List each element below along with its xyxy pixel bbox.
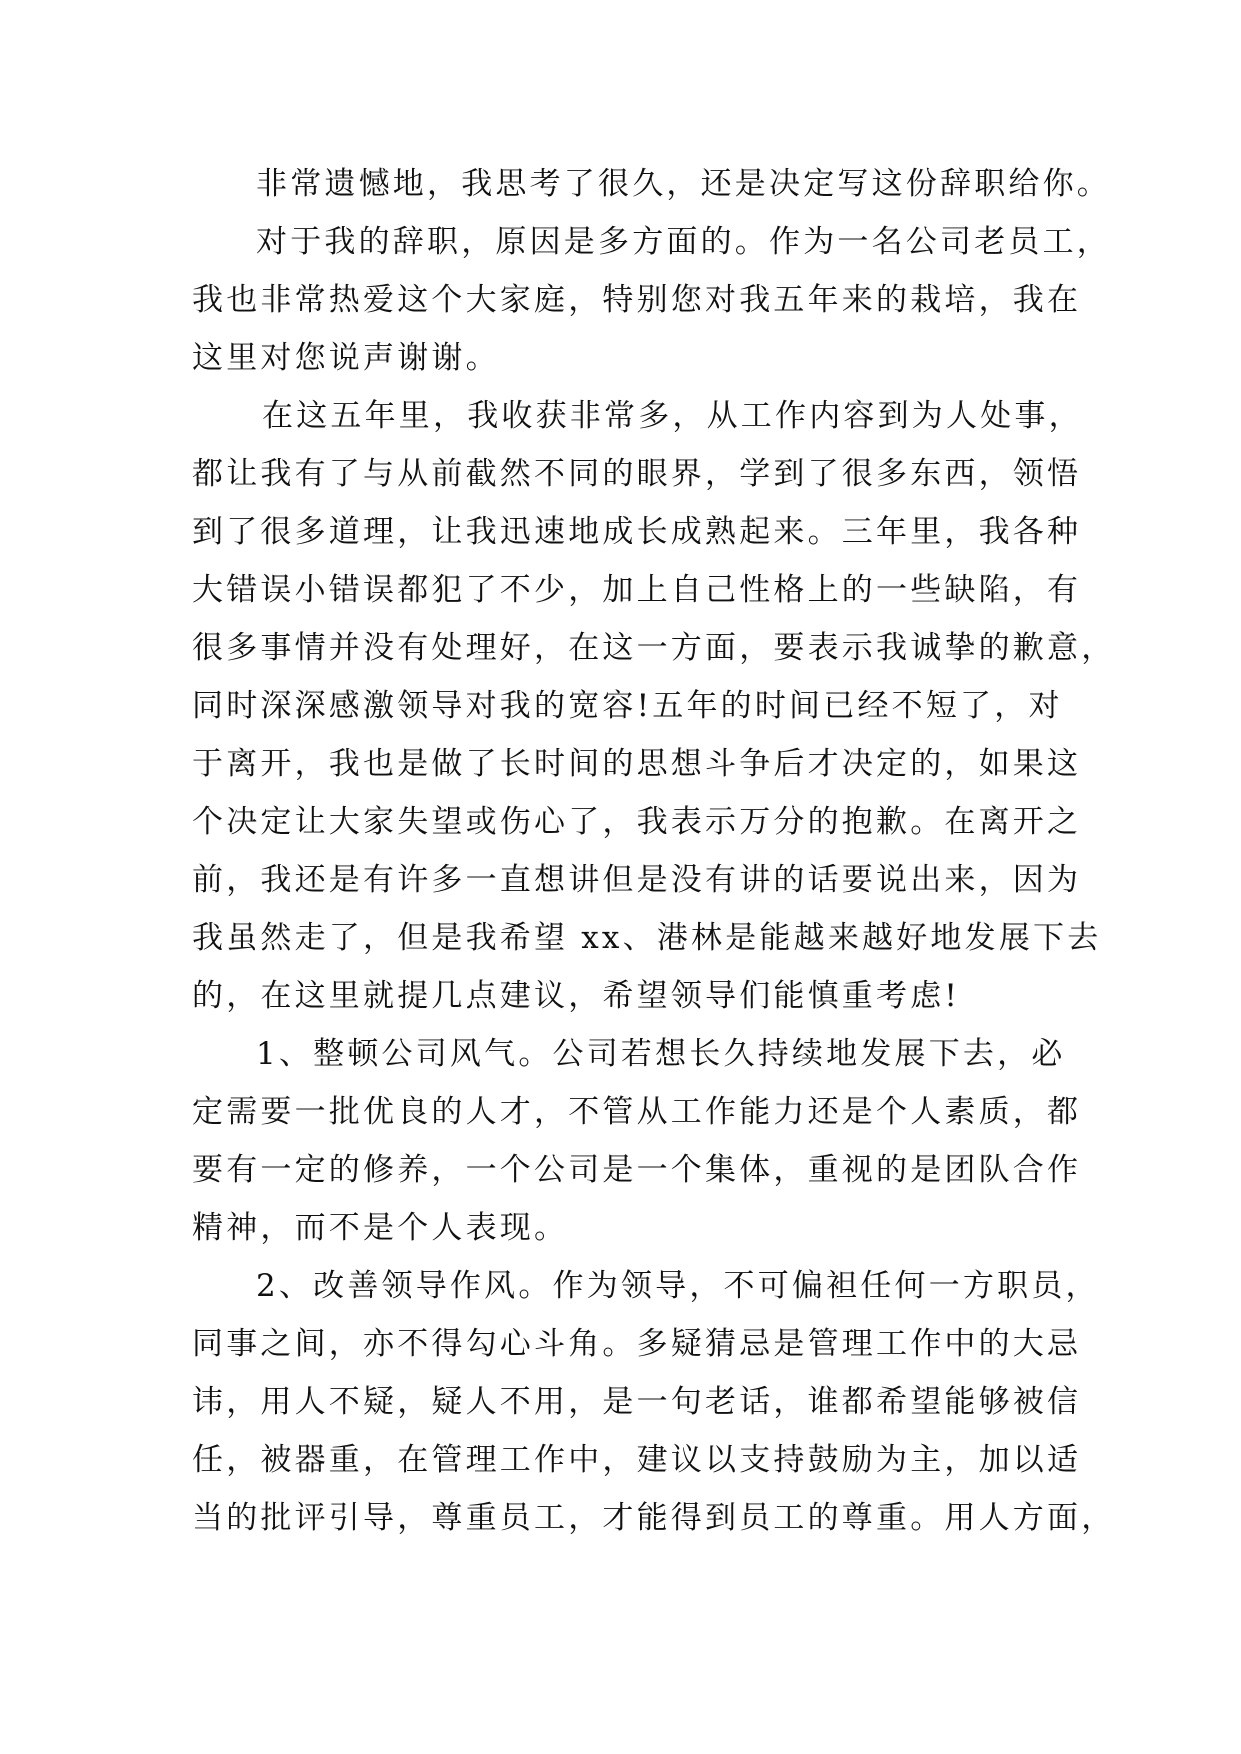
paragraph-line: 同事之间，亦不得勾心斗角。多疑猜忌是管理工作中的大忌 bbox=[192, 1326, 1082, 1362]
paragraph-line: 2、改善领导作风。作为领导，不可偏袒任何一方职员， bbox=[256, 1268, 1100, 1304]
paragraph-line: 非常遗憾地，我思考了很久，还是决定写这份辞职给你。 bbox=[256, 166, 1111, 202]
paragraph-line: 大错误小错误都犯了不少，加上自己性格上的一些缺陷，有 bbox=[192, 572, 1082, 608]
paragraph-line: 的，在这里就提几点建议，希望领导们能慎重考虑! bbox=[192, 978, 961, 1014]
paragraph-line: 对于我的辞职，原因是多方面的。作为一名公司老员工， bbox=[256, 224, 1111, 260]
paragraph-line: 我也非常热爱这个大家庭，特别您对我五年来的栽培，我在 bbox=[192, 282, 1082, 318]
paragraph-line: 到了很多道理，让我迅速地成长成熟起来。三年里，我各种 bbox=[192, 514, 1082, 550]
paragraph-line: 前，我还是有许多一直想讲但是没有讲的话要说出来，因为 bbox=[192, 862, 1082, 898]
paragraph-line: 这里对您说声谢谢。 bbox=[192, 340, 500, 376]
paragraph-line: 在这五年里，我收获非常多，从工作内容到为人处事， bbox=[262, 398, 1083, 434]
paragraph-line: 我虽然走了，但是我希望 xx、港林是能越来越好地发展下去 bbox=[192, 920, 1102, 956]
paragraph-line: 都让我有了与从前截然不同的眼界，学到了很多东西，领悟 bbox=[192, 456, 1082, 492]
paragraph-line: 定需要一批优良的人才，不管从工作能力还是个人素质，都 bbox=[192, 1094, 1082, 1130]
paragraph-line: 很多事情并没有处理好，在这一方面，要表示我诚挚的歉意， bbox=[192, 630, 1116, 666]
paragraph-line: 要有一定的修养，一个公司是一个集体，重视的是团队合作 bbox=[192, 1152, 1082, 1188]
paragraph-line: 精神，而不是个人表现。 bbox=[192, 1210, 569, 1246]
paragraph-line: 同时深深感激领导对我的宽容!五年的时间已经不短了，对 bbox=[192, 688, 1063, 724]
paragraph-line: 当的批评引导，尊重员工，才能得到员工的尊重。用人方面， bbox=[192, 1500, 1116, 1536]
paragraph-line: 个决定让大家失望或伤心了，我表示万分的抱歉。在离开之 bbox=[192, 804, 1082, 840]
paragraph-line: 任，被器重，在管理工作中，建议以支持鼓励为主，加以适 bbox=[192, 1442, 1082, 1478]
paragraph-line: 1、整顿公司风气。公司若想长久持续地发展下去，必 bbox=[256, 1036, 1066, 1072]
paragraph-line: 于离开，我也是做了长时间的思想斗争后才决定的，如果这 bbox=[192, 746, 1082, 782]
paragraph-line: 讳，用人不疑，疑人不用，是一句老话，谁都希望能够被信 bbox=[192, 1384, 1082, 1420]
